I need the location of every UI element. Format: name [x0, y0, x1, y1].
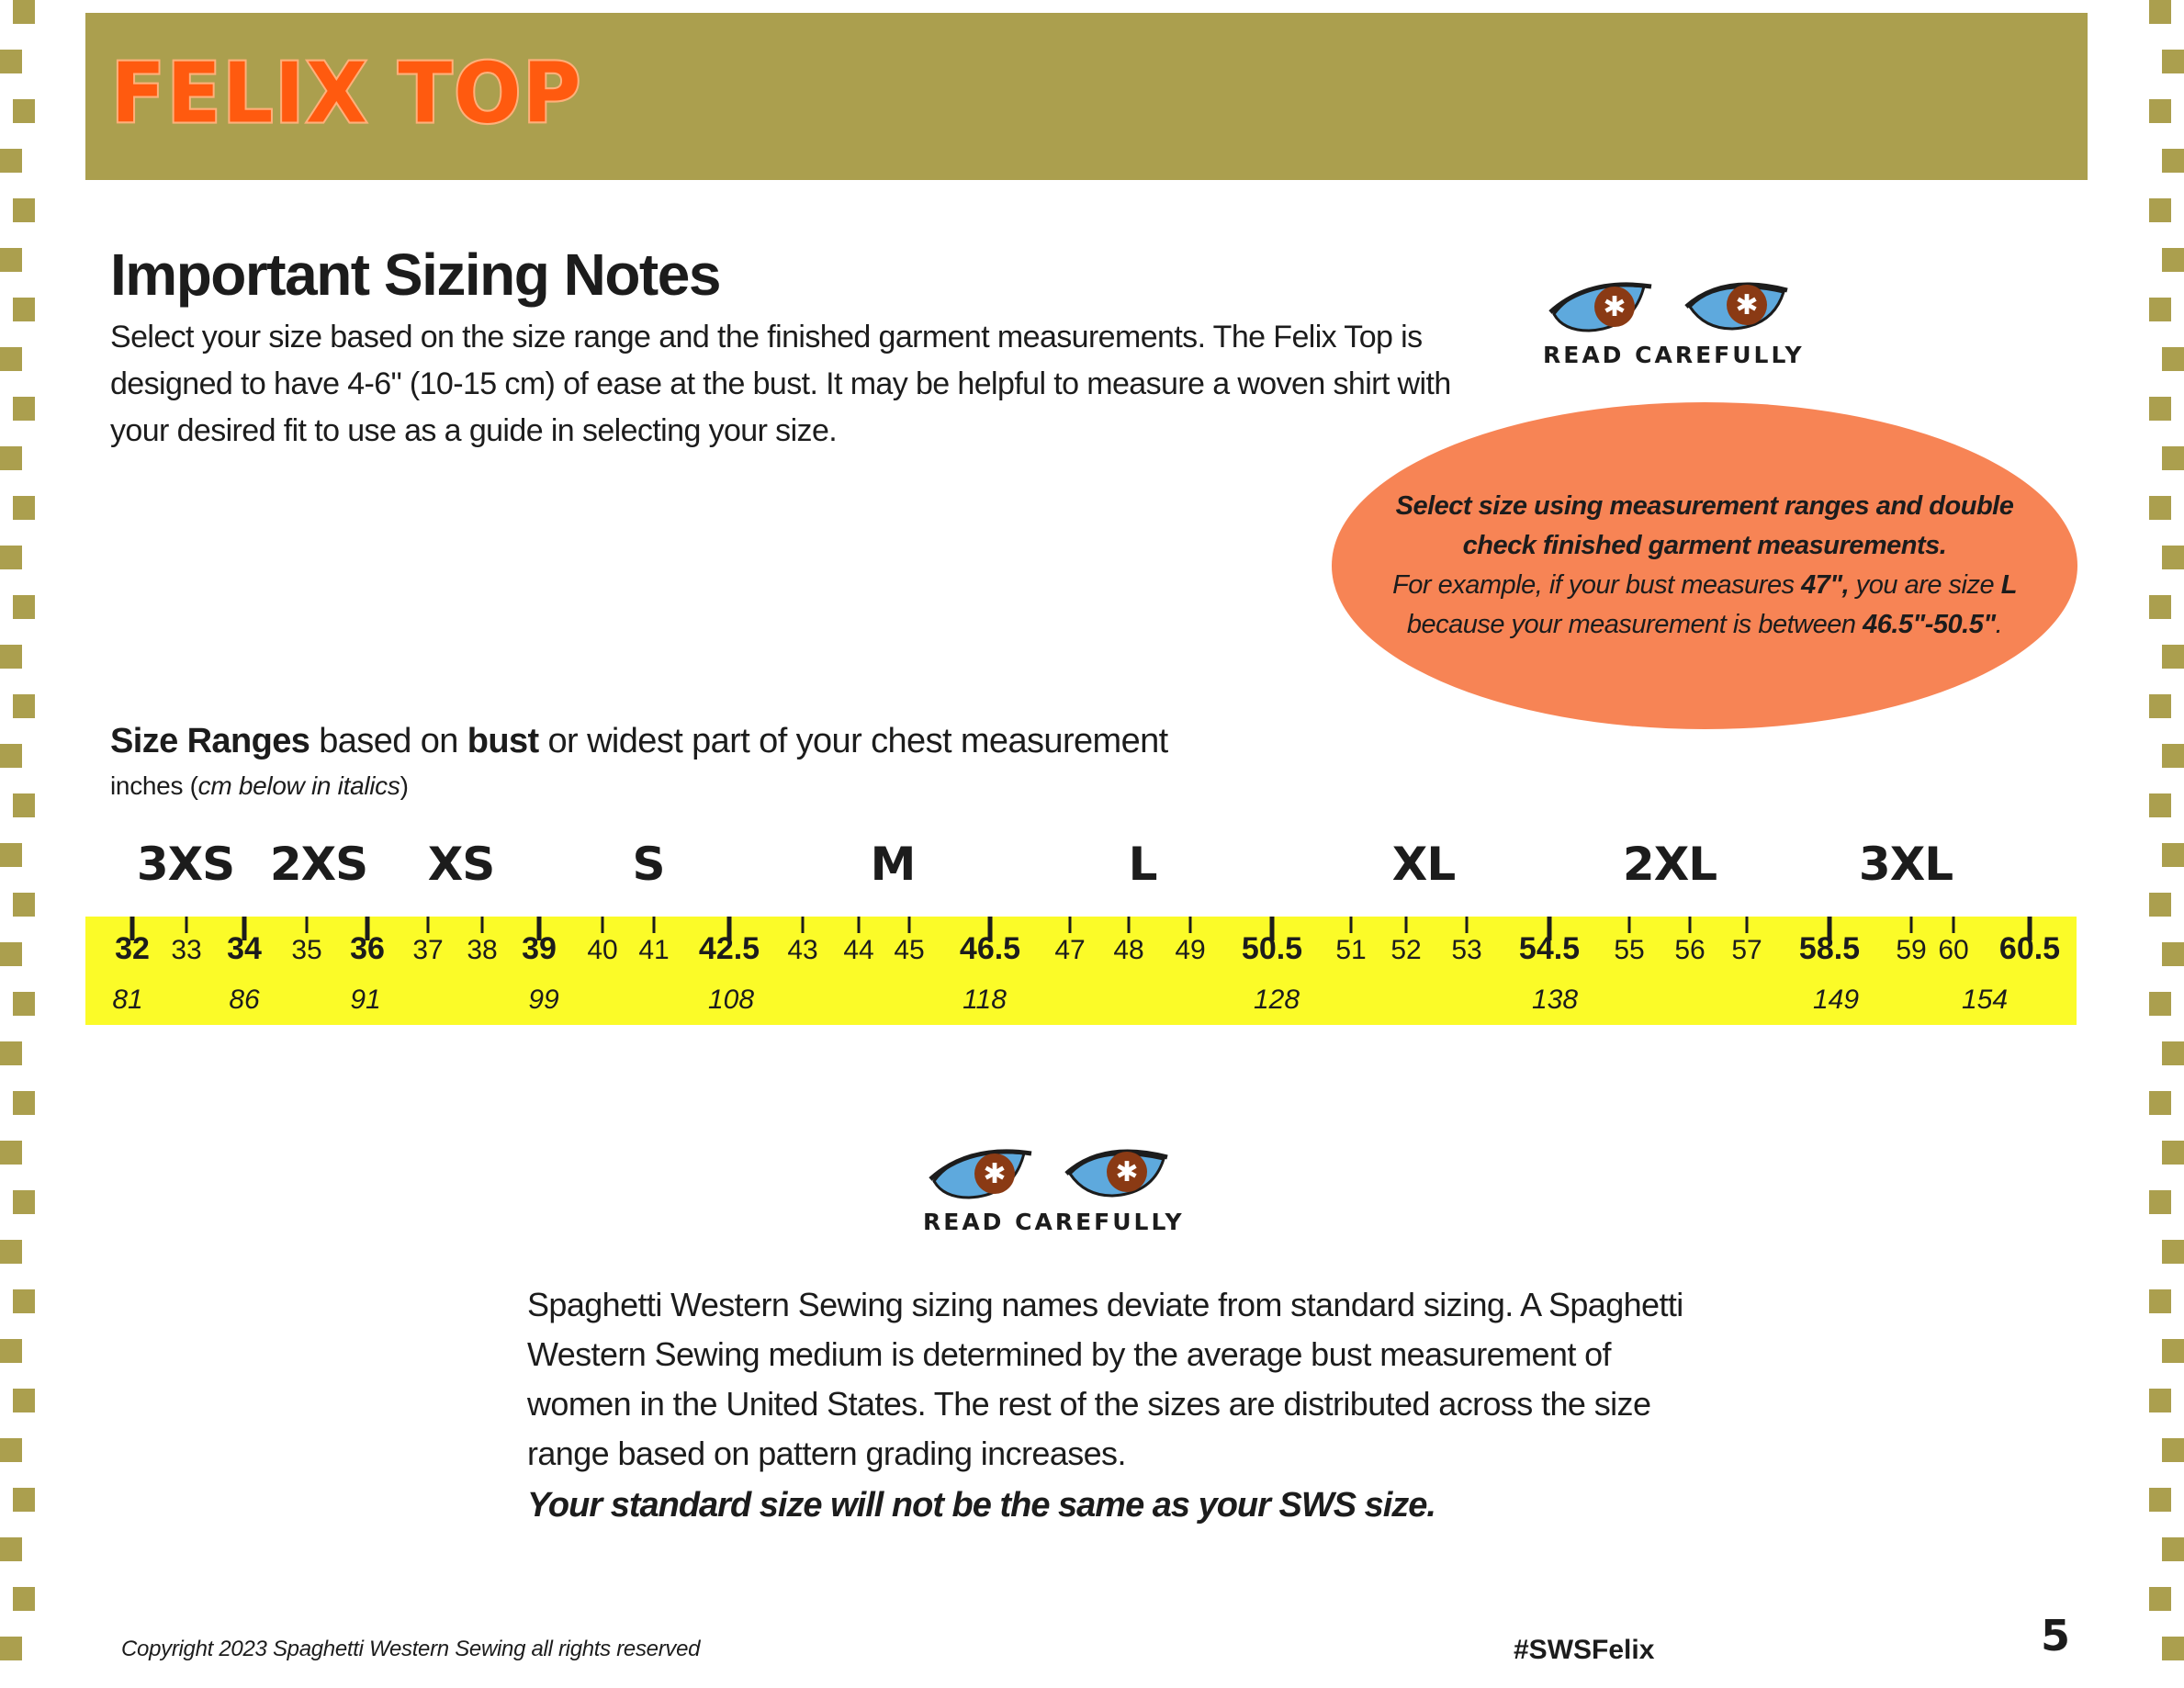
ruler-tick: [602, 917, 604, 933]
size-ranges-heading: Size Ranges based on bust or widest part of your chest measurement: [110, 722, 1168, 760]
checker-square: [2162, 546, 2184, 569]
checker-square: [2162, 843, 2184, 867]
size-label-s: S: [632, 838, 665, 891]
checker-square: [2149, 0, 2171, 24]
checker-square: [13, 298, 35, 321]
checker-square: [0, 645, 22, 669]
checker-square: [2162, 1240, 2184, 1264]
checker-square: [0, 843, 22, 867]
checker-square: [0, 1637, 22, 1660]
ruler-inch-label: 41: [638, 935, 670, 965]
ruler-inch-label: 46.5: [959, 931, 1021, 966]
ruler-cm-label: 128: [1253, 985, 1300, 1015]
ruler-inch-label: 37: [412, 935, 444, 965]
ruler-tick: [1128, 917, 1131, 933]
checker-square: [0, 1339, 22, 1363]
hashtag: #SWSFelix: [1514, 1635, 1655, 1665]
ruler-inch-label: 48: [1113, 935, 1144, 965]
ruler-cm-label: 138: [1531, 985, 1579, 1015]
ruler-cm-label: 99: [528, 985, 559, 1015]
ruler-cm-label: 81: [112, 985, 143, 1015]
callout-line1: Select size using measurement ranges and double check finished garment measurements.: [1395, 491, 2014, 560]
ruler-inch-label: 39: [522, 931, 557, 966]
ruler-tick: [1350, 917, 1353, 933]
sizing-note-emphasis: Your standard size will not be the same as your SWS size.: [527, 1486, 1435, 1525]
read-carefully-label: READ CAREFULLY: [1543, 342, 1805, 368]
ruler-tick: [1466, 917, 1469, 933]
intro-paragraph: Select your size based on the size range and the finished garment measurements. The Felix Top is designed to have 4-6" (10-15 cm) of ease at the bust. It may be helpful to measure a woven shirt with your desired fit to use as a guide in selecting your size.: [110, 320, 1451, 448]
size-label-2xl: 2XL: [1622, 838, 1717, 891]
sizing-note-paragraph: Spaghetti Western Sewing sizing names deviate from standard sizing. A Spaghetti Western Sewing medium is determined by the average bust measurement of women in the United States. The rest of the sizes are distributed across the size range based on pattern grading increases.: [527, 1286, 1683, 1472]
ruler-inch-label: 55: [1614, 935, 1645, 965]
checker-square: [13, 1091, 35, 1115]
checker-square: [2162, 645, 2184, 669]
checker-square: [2162, 1141, 2184, 1165]
svg-text:✱: ✱: [1735, 289, 1759, 321]
left-checker-border: [0, 0, 35, 1688]
ruler-tick: [481, 917, 484, 933]
checker-square: [0, 1438, 22, 1462]
checker-square: [2149, 1190, 2171, 1214]
checker-square: [2149, 1091, 2171, 1115]
ruler-inch-label: 59: [1896, 935, 1927, 965]
ruler-cm-label: 118: [963, 985, 1007, 1015]
ruler-inch-label: 56: [1674, 935, 1706, 965]
ruler-inch-label: 60: [1938, 935, 1969, 965]
checker-square: [0, 50, 22, 73]
header-banner: [85, 13, 2088, 180]
callout-oval: [1332, 402, 2077, 729]
checker-square: [13, 893, 35, 917]
checker-square: [0, 149, 22, 173]
felix-top-logo: FELIX TOP: [111, 45, 583, 142]
right-checker-border: [2149, 0, 2184, 1688]
checker-square: [2149, 298, 2171, 321]
checker-square: [0, 446, 22, 470]
checker-square: [2149, 992, 2171, 1016]
ruler-inch-label: 32: [115, 931, 150, 966]
checker-square: [0, 1141, 22, 1165]
ruler-inch-label: 42.5: [698, 931, 760, 966]
checker-square: [2162, 942, 2184, 966]
checker-square: [2149, 893, 2171, 917]
checker-square: [2149, 1587, 2171, 1611]
read-carefully-badge-bottom: [923, 1142, 1185, 1235]
ruler-tick: [1405, 917, 1408, 933]
ruler-inch-label: 45: [894, 935, 925, 965]
ruler-tick: [1746, 917, 1749, 933]
svg-text:✱: ✱: [1603, 291, 1627, 323]
ruler-tick: [1628, 917, 1631, 933]
checker-square: [13, 496, 35, 520]
checker-square: [2149, 793, 2171, 817]
checker-square: [13, 595, 35, 619]
ruler-inch-label: 57: [1731, 935, 1762, 965]
ruler-tick: [1069, 917, 1072, 933]
ruler-tick: [306, 917, 309, 933]
ruler-inch-label: 52: [1390, 935, 1422, 965]
checker-square: [0, 744, 22, 768]
checker-square: [13, 793, 35, 817]
checker-square: [2162, 744, 2184, 768]
checker-square: [2149, 397, 2171, 421]
page-number: 5: [2041, 1611, 2071, 1660]
size-label-xs: XS: [427, 838, 495, 891]
checker-square: [2162, 1438, 2184, 1462]
checker-square: [13, 1289, 35, 1313]
checker-square: [2149, 99, 2171, 123]
checker-square: [2162, 248, 2184, 272]
ruler-inch-label: 33: [171, 935, 202, 965]
ruler-inch-label: 34: [227, 931, 262, 966]
size-label-2xs: 2XS: [269, 838, 368, 891]
checker-square: [2162, 1339, 2184, 1363]
svg-text:✱: ✱: [1115, 1156, 1139, 1188]
size-label-xl: XL: [1391, 838, 1456, 891]
checker-square: [2162, 1537, 2184, 1561]
ruler-tick: [908, 917, 911, 933]
ruler-tick: [1189, 917, 1192, 933]
eyes-icon: [1543, 276, 1800, 338]
size-label-3xs: 3XS: [136, 838, 235, 891]
ruler-inch-label: 36: [350, 931, 385, 966]
ruler-inch-label: 38: [467, 935, 498, 965]
ruler-inch-label: 49: [1175, 935, 1206, 965]
ruler-tick: [1910, 917, 1913, 933]
svg-text:✱: ✱: [983, 1158, 1007, 1190]
checker-square: [2162, 347, 2184, 371]
ruler-tick: [858, 917, 861, 933]
checker-square: [13, 992, 35, 1016]
ruler-tick: [1689, 917, 1692, 933]
copyright-text: Copyright 2023 Spaghetti Western Sewing all rights reserved: [121, 1637, 701, 1661]
checker-square: [2149, 496, 2171, 520]
checker-square: [0, 347, 22, 371]
ruler-inch-label: 43: [787, 935, 818, 965]
checker-square: [13, 397, 35, 421]
checker-square: [2162, 50, 2184, 73]
ruler-tick: [427, 917, 430, 933]
ruler-inch-label: 35: [291, 935, 322, 965]
checker-square: [2162, 446, 2184, 470]
ruler-inch-label: 54.5: [1518, 931, 1581, 966]
checker-square: [0, 1240, 22, 1264]
checker-square: [13, 198, 35, 222]
ruler-inch-label: 53: [1451, 935, 1482, 965]
checker-square: [13, 694, 35, 718]
page-title: Important Sizing Notes: [110, 242, 720, 308]
checker-square: [2149, 1389, 2171, 1412]
ruler-inch-label: 51: [1335, 935, 1367, 965]
read-carefully-badge-top: [1543, 276, 1805, 368]
ruler-cm-label: 91: [350, 985, 381, 1015]
ruler-cm-label: 86: [229, 985, 260, 1015]
ruler-inch-label: 44: [843, 935, 874, 965]
checker-square: [0, 248, 22, 272]
checker-square: [13, 1587, 35, 1611]
read-carefully-label: READ CAREFULLY: [923, 1209, 1185, 1235]
checker-square: [2149, 1289, 2171, 1313]
ruler-cm-label: 108: [707, 985, 755, 1015]
checker-square: [0, 1537, 22, 1561]
checker-square: [2149, 694, 2171, 718]
ruler-tick: [186, 917, 188, 933]
ruler-inch-label: 40: [587, 935, 618, 965]
size-label-l: L: [1128, 838, 1157, 891]
checker-square: [2162, 149, 2184, 173]
ruler-tick: [653, 917, 656, 933]
callout-line2: For example, if your bust measures 47", you are size L because your measurement is between 46.5"-50.5".: [1392, 570, 2017, 639]
checker-square: [2162, 1637, 2184, 1660]
size-ranges-subheading: inches (cm below in italics): [110, 771, 409, 800]
checker-square: [0, 942, 22, 966]
checker-square: [13, 1488, 35, 1512]
ruler-cm-label: 149: [1812, 985, 1860, 1015]
ruler-cm-label: 154: [1961, 985, 2009, 1015]
checker-square: [0, 546, 22, 569]
checker-square: [13, 0, 35, 24]
checker-square: [13, 1389, 35, 1412]
checker-square: [2149, 198, 2171, 222]
ruler-inch-label: 60.5: [1998, 931, 2061, 966]
measuring-tape-ruler: [85, 917, 2077, 1025]
checker-square: [2149, 1488, 2171, 1512]
ruler-inch-label: 50.5: [1241, 931, 1303, 966]
size-label-m: M: [870, 838, 916, 891]
checker-square: [13, 1190, 35, 1214]
checker-square: [2162, 1041, 2184, 1065]
ruler-inch-label: 47: [1054, 935, 1086, 965]
ruler-inch-label: 58.5: [1798, 931, 1861, 966]
checker-square: [2149, 595, 2171, 619]
size-label-3xl: 3XL: [1858, 838, 1953, 891]
eyes-icon: [923, 1142, 1180, 1205]
ruler-tick: [802, 917, 805, 933]
ruler-tick: [1953, 917, 1955, 933]
checker-square: [0, 1041, 22, 1065]
checker-square: [13, 99, 35, 123]
